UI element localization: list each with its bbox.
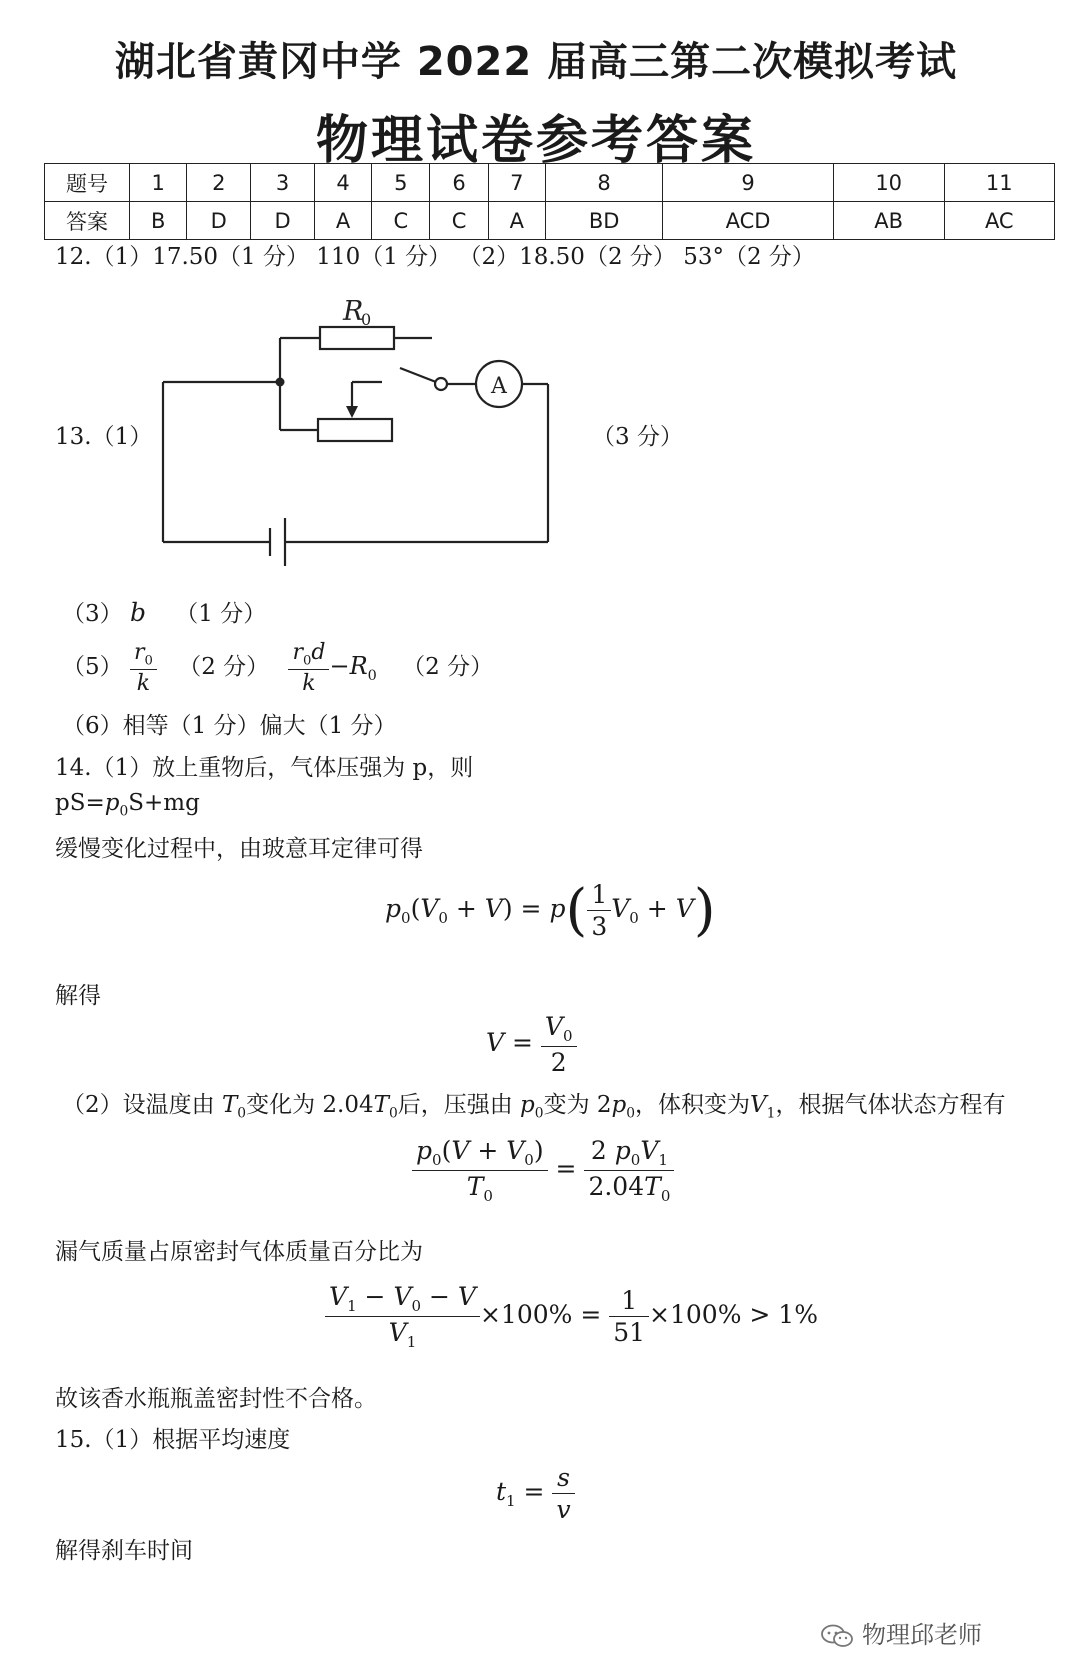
q13-part3-prefix: （3） xyxy=(62,601,123,627)
table-cell: 4 xyxy=(315,164,372,202)
table-row-numbers xyxy=(45,164,1055,202)
fraction-r0-over-k: $\frac{r_0}{k}$ xyxy=(130,640,157,696)
table-row-answers xyxy=(45,202,1055,240)
table-cell: 11 xyxy=(944,164,1054,202)
table-cell: 8 xyxy=(545,164,662,202)
q13-part5-prefix: （5） xyxy=(62,654,123,681)
q13-part3-answer: b xyxy=(129,598,146,627)
q14-conclusion: 故该香水瓶瓶盖密封性不合格。 xyxy=(55,1386,377,1412)
fraction-r0d-over-k: $\frac{r_0d}{k}$ xyxy=(288,640,329,696)
q13-part5: （5） $\frac{r_0}{k}$ （2 分） $\frac{r_0d}{k}$ $-R_0$ （2 分） xyxy=(62,640,494,697)
equation-t1: $t_1$ = $\frac{s}{v}$ xyxy=(496,1463,575,1524)
table-header-number: 题号 xyxy=(45,164,130,202)
table-cell: 6 xyxy=(430,164,488,202)
watermark-text: 物理邱老师 xyxy=(862,1621,982,1649)
q14-line3: 缓慢变化过程中，由玻意耳定律可得 xyxy=(55,836,423,862)
q14-solve1: 解得 xyxy=(55,983,101,1009)
resistor-label: R xyxy=(343,296,364,327)
q13-score: （3 分） xyxy=(592,424,683,450)
table-cell: A xyxy=(315,202,372,240)
q13-label: 13.（1） xyxy=(55,424,153,450)
table-cell: 9 xyxy=(663,164,833,202)
table-cell: 2 xyxy=(187,164,251,202)
watermark xyxy=(820,1615,982,1650)
page-title: 湖北省黄冈中学 2022 届高三第二次模拟考试 xyxy=(114,39,958,85)
table-cell: 3 xyxy=(251,164,315,202)
table-cell: 1 xyxy=(130,164,187,202)
ammeter-label: A xyxy=(491,374,507,399)
table-cell: AC xyxy=(944,202,1054,240)
q13-part5-score2: （2 分） xyxy=(402,654,494,681)
equation-v-result: V = $\frac{V_0}{2}$ xyxy=(486,1012,577,1077)
table-cell: D xyxy=(251,202,315,240)
table-cell: ACD xyxy=(663,202,833,240)
circuit-diagram xyxy=(150,290,570,580)
table-cell: C xyxy=(372,202,430,240)
q14-line1: 14.（1）放上重物后，气体压强为 p，则 xyxy=(55,755,474,781)
q14-line2: $pS=p_0S+mg$ xyxy=(55,790,200,820)
table-cell: 10 xyxy=(833,164,944,202)
q12-answer: 12.（1）17.50（1 分） 110（1 分） （2）18.50（2 分） 53°（2 分） xyxy=(55,244,815,270)
table-cell: D xyxy=(187,202,251,240)
q13-part3 xyxy=(62,595,266,628)
q13-part5-score1: （2 分） xyxy=(178,654,270,681)
q14-leak-text: 漏气质量占原密封气体质量百分比为 xyxy=(55,1239,423,1265)
wechat-icon xyxy=(820,1624,854,1648)
table-cell: BD xyxy=(545,202,662,240)
q15-line1: 15.（1）根据平均速度 xyxy=(55,1427,291,1453)
resistor-subscript: 0 xyxy=(361,310,372,329)
q15-solve: 解得刹车时间 xyxy=(55,1538,193,1564)
table-cell: A xyxy=(488,202,545,240)
table-cell: C xyxy=(430,202,488,240)
q13-part3-score: （1 分） xyxy=(175,601,267,627)
page-subtitle: 物理试卷参考答案 xyxy=(315,111,756,171)
table-cell: B xyxy=(130,202,187,240)
q13-part6: （6）相等（1 分）偏大（1 分） xyxy=(62,713,397,739)
table-header-answer: 答案 xyxy=(45,202,130,240)
answer-table xyxy=(44,163,1055,240)
table-cell: AB xyxy=(833,202,944,240)
equation-state: $\frac{p_0(V + V_0)}{T_0}$ = $\frac{2 p_0V_1}{2.04T_0}$ xyxy=(412,1136,674,1205)
table-cell: 5 xyxy=(372,164,430,202)
equation-boyle: $p_0(V_0 + V) = p$( $\frac{1}{3}$ $V_0 + V$) xyxy=(385,878,716,943)
table-cell: 7 xyxy=(488,164,545,202)
q14-part2-line: （2）设温度由 $T_0$变化为 $2.04T_0$后，压强由 $p_0$变为 $2p_0$，体积变为$V_1$，根据气体状态方程有 xyxy=(62,1092,1006,1122)
equation-leak-percent: $\frac{V_1 - V_0 - V}{V_1}$ ×100% = $\frac{1}{51}$ ×100% > 1% xyxy=(325,1282,818,1351)
